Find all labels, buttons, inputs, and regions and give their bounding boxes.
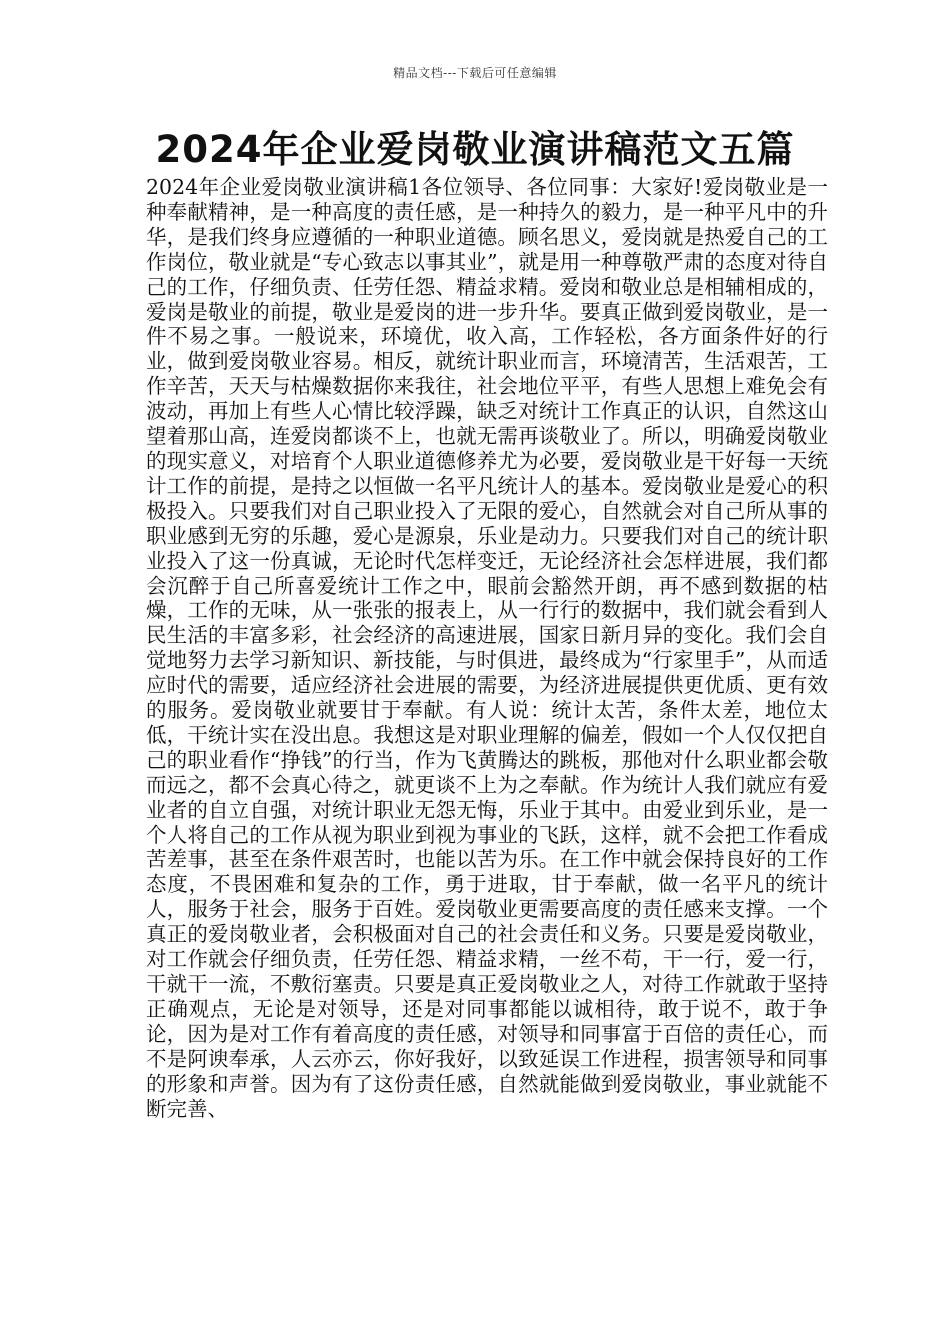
- document-title: 2024年企业爱岗敬业演讲稿范文五篇: [155, 128, 795, 171]
- body-paragraph: 2024年企业爱岗敬业演讲稿1各位领导、各位同事：大家好!爱岗敬业是一种奉献精神，是一种高度的责任感，是一种持久的毅力，是一种平凡中的升华，是我们终身应遵循的一种职业道德。顾名思义，爱岗就是热爱自己的工作岗位，敬业就是“专心致志以事其业”，就是用一种尊敬严肃的态度对待自己的工作，仔细负责、任劳任怨、精益求精。爱岗和敬业总是相辅相成的，爱岗是敬业的前提，敬业是爱岗的进一步升华。要真正做到爱岗敬业，是一件不易之事。一般说来，环境优，收入高，工作轻松，各方面条件好的行业，做到爱岗敬业容易。相反，就统计职业而言，环境清苦，生活艰苦，工作辛苦，天天与枯燥数据你来我往，社会地位平平，有些人思想上难免会有波动，再加上有些人心情比较浮躁，缺乏对统计工作真正的认识，自然这山望着那山高，连爱岗都谈不上，也就无需再谈敬业了。所以，明确爱岗敬业的现实意义，对培育个人职业道德修养尤为必要，爱岗敬业是干好每一天统计工作的前提，是持之以恒做一名平凡统计人的基本。爱岗敬业是爱心的积极投入。只要我们对自己职业投入了无限的爱心，自然就会对自己所从事的职业感到无穷的乐趣，爱心是源泉，乐业是动力。只要我们对自己的统计职业投入了这一份真诚，无论时代怎样变迁，无论经济社会怎样进展，我们都会沉醉于自己所喜爱统计工作之中，眼前会豁然开朗，再不感到数据的枯燥，工作的无味，从一张张的报表上，从一行行的数据中，我们就会看到人民生活的丰富多彩，社会经济的高速进展，国家日新月异的变化。我们会自觉地努力去学习新知识、新技能，与时俱进，最终成为“行家里手”，从而适应时代的需要，适应经济社会进展的需要，为经济进展提供更优质、更有效的服务。爱岗敬业就要甘于奉献。有人说：统计太苦，条件太差，地位太低，干统计实在没出息。我想这是对职业理解的偏差，假如一个人仅仅把自己的职业看作“挣钱”的行当，作为飞黄腾达的跳板，那他对什么职业都会敬而远之，都不会真心待之，就更谈不上为之奉献。作为统计人我们就应有爱业者的自立自强，对统计职业无怨无悔，乐业于其中。由爱业到乐业，是一个人将自己的工作从视为职业到视为事业的飞跃，这样，就不会把工作看成苦差事，甚至在条件艰苦时，也能以苦为乐。在工作中就会保持良好的工作态度，不畏困难和复杂的工作，勇于进取，甘于奉献，做一名平凡的统计人，服务于社会，服务于百姓。爱岗敬业更需要高度的责任感来支撑。一个真正的爱岗敬业者，会积极面对自己的社会责任和义务。只要是爱岗敬业，对工作就会仔细负责，任劳任怨、精益求精，一丝不苟，干一行，爱一行，干就干一流，不敷衍塞责。只要是真正爱岗敬业之人，对待工作就敢于坚持正确观点，无论是对领导，还是对同事都能以诚相待，敢于说不，敢于争论，因为是对工作有着高度的责任感，对领导和同事富于百倍的责任心，而不是阿谀奉承，人云亦云，你好我好，以致延误工作进程，损害领导和同事的形象和声誉。因为有了这份责任感，自然就能做到爱岗敬业，事业就能不断完善、: [146, 175, 828, 1121]
- header-note: 精品文档---下载后可任意编辑: [393, 66, 557, 80]
